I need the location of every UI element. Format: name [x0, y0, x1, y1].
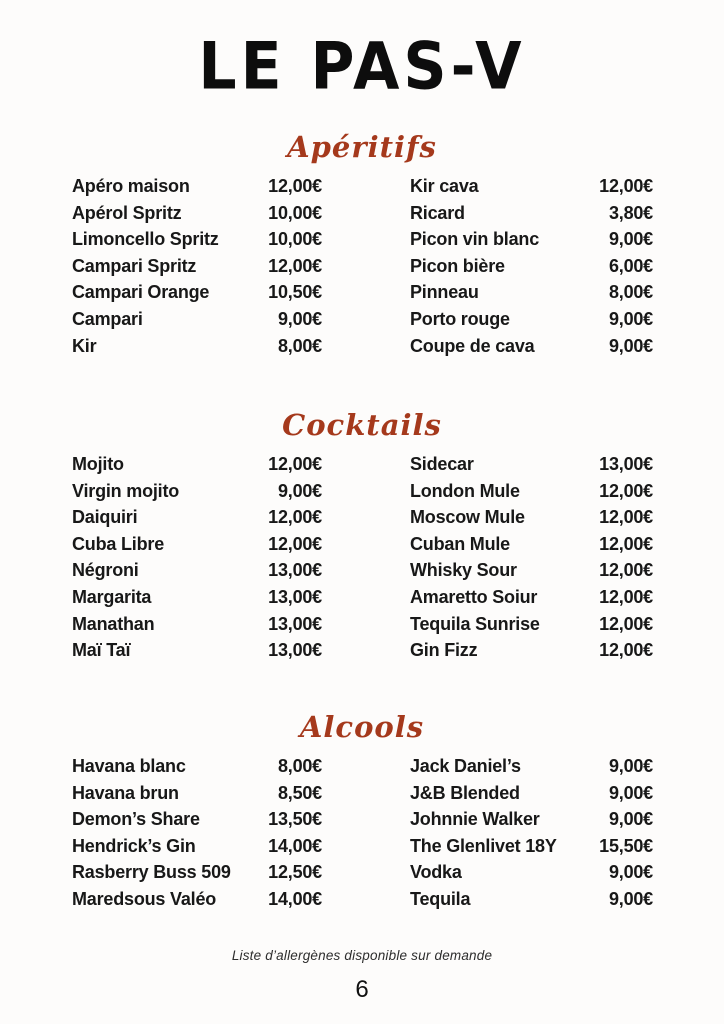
menu-item-price: 13,00€: [268, 613, 322, 634]
menu-item-row: [72, 253, 322, 280]
menu-item-row: [72, 833, 322, 860]
menu-item-price: 9,00€: [608, 782, 653, 803]
menu-item-row: [72, 557, 322, 584]
menu-item-row: [410, 886, 653, 913]
menu-item-price: 12,00€: [599, 176, 653, 196]
aperitifs-right-column: [410, 173, 653, 359]
menu-item-row: [72, 306, 322, 333]
section-header-alcools: Alcools: [299, 710, 425, 744]
menu-item-row: [410, 333, 653, 360]
menu-item-row: [72, 780, 322, 807]
menu-item-price: 9,00€: [277, 308, 322, 329]
menu-item-price: 8,00€: [277, 335, 322, 356]
menu-item-price: 3,80€: [608, 202, 653, 223]
section-header-aperitifs: Apéritifs: [287, 130, 437, 164]
menu-item-name: Maï Taï: [72, 640, 131, 661]
menu-item-price: 15,50€: [599, 835, 653, 856]
menu-item-price: 10,00€: [268, 229, 322, 250]
menu-item-row: [72, 584, 322, 611]
page-number: 6: [355, 976, 369, 1003]
menu-item-price: 12,50€: [268, 862, 322, 883]
menu-item-price: 13,00€: [268, 560, 322, 581]
section-list-cocktails: [72, 451, 653, 664]
menu-item-price: 14,00€: [268, 835, 322, 856]
menu-item-row: [410, 557, 653, 584]
menu-item-row: [72, 333, 322, 360]
menu-item-row: [410, 451, 653, 478]
menu-item-price: 9,00€: [608, 888, 653, 909]
menu-item-price: 9,00€: [608, 229, 653, 250]
menu-item-price: 13,50€: [268, 809, 322, 830]
menu-item-row: [410, 478, 653, 505]
section-header-cocktails: Cocktails: [282, 408, 442, 442]
menu-item-price: 12,00€: [599, 560, 653, 581]
menu-item-price: 12,00€: [599, 480, 653, 501]
menu-item-name: Virgin mojito: [72, 480, 180, 501]
menu-item-name: Cuban Mule: [410, 533, 510, 554]
menu-item-price: 12,00€: [268, 454, 322, 474]
menu-item-price: 14,00€: [268, 888, 322, 909]
menu-item-price: 9,00€: [608, 308, 653, 329]
menu-item-row: [410, 806, 653, 833]
menu-item-price: 8,00€: [608, 282, 653, 303]
menu-item-name: Campari Spritz: [72, 255, 197, 276]
menu-item-row: [410, 226, 653, 253]
menu-item-price: 10,50€: [268, 282, 322, 303]
menu-item-name: Whisky Sour: [410, 560, 517, 581]
menu-item-price: 9,00€: [608, 809, 653, 830]
menu-item-name: Daiquiri: [72, 507, 138, 528]
menu-item-row: [72, 753, 322, 780]
menu-item-price: 13,00€: [599, 454, 653, 474]
menu-item-row: [72, 504, 322, 531]
menu-item-price: 12,00€: [599, 586, 653, 607]
menu-item-name: J&B Blended: [410, 782, 520, 803]
menu-item-row: [410, 306, 653, 333]
menu-item-row: [72, 173, 322, 200]
menu-item-name: Apéro maison: [72, 176, 190, 196]
menu-item-name: Limoncello Spritz: [72, 229, 219, 250]
menu-item-row: [410, 279, 653, 306]
menu-item-row: [410, 253, 653, 280]
menu-item-name: Sidecar: [410, 454, 474, 474]
menu-item-name: Moscow Mule: [410, 507, 525, 528]
menu-item-row: [410, 859, 653, 886]
menu-item-name: Picon vin blanc: [410, 229, 540, 250]
menu-item-name: Négroni: [72, 560, 139, 581]
menu-item-price: 8,50€: [277, 782, 322, 803]
menu-item-price: 12,00€: [268, 176, 322, 196]
menu-item-row: [72, 637, 322, 664]
menu-item-row: [410, 504, 653, 531]
menu-item-name: Tequila Sunrise: [410, 613, 540, 634]
menu-item-name: Porto rouge: [410, 308, 510, 329]
menu-item-row: [72, 611, 322, 638]
menu-item-row: [410, 637, 653, 664]
menu-item-name: Apérol Spritz: [72, 202, 182, 223]
menu-item-price: 9,00€: [277, 480, 322, 501]
menu-item-name: London Mule: [410, 480, 520, 501]
menu-item-name: Cuba Libre: [72, 533, 165, 554]
alcools-right-column: [410, 753, 653, 913]
menu-item-name: Manathan: [72, 613, 155, 634]
menu-item-name: Picon bière: [410, 255, 505, 276]
menu-item-row: [410, 780, 653, 807]
menu-item-price: 9,00€: [608, 335, 653, 356]
menu-item-row: [410, 833, 653, 860]
menu-item-name: Campari: [72, 308, 143, 329]
menu-item-price: 13,00€: [268, 640, 322, 661]
menu-item-price: 12,00€: [268, 533, 322, 554]
menu-item-row: [410, 200, 653, 227]
menu-item-price: 9,00€: [608, 756, 653, 776]
menu-item-name: Tequila: [410, 888, 471, 909]
menu-item-name: Kir: [72, 335, 97, 356]
menu-item-name: Campari Orange: [72, 282, 210, 303]
cocktails-left-column: [72, 451, 322, 664]
menu-item-name: Johnnie Walker: [410, 809, 540, 830]
menu-item-row: [72, 806, 322, 833]
menu-item-row: [410, 584, 653, 611]
aperitifs-left-column: [72, 173, 322, 359]
menu-item-name: Demon’s Share: [72, 809, 200, 830]
menu-item-name: Maredsous Valéo: [72, 888, 217, 909]
menu-item-row: [72, 200, 322, 227]
menu-item-row: [72, 859, 322, 886]
menu-item-price: 9,00€: [608, 862, 653, 883]
menu-item-name: Hendrick’s Gin: [72, 835, 196, 856]
section-list-alcools: [72, 753, 653, 913]
menu-item-row: [410, 753, 653, 780]
allergen-note: Liste d’allergènes disponible sur demande: [231, 948, 493, 963]
menu-item-name: Kir cava: [410, 176, 479, 196]
menu-item-price: 12,00€: [268, 507, 322, 528]
menu-item-price: 6,00€: [608, 255, 653, 276]
menu-item-price: 10,00€: [268, 202, 322, 223]
section-list-aperitifs: [72, 173, 653, 359]
alcools-left-column: [72, 753, 322, 913]
menu-item-name: Vodka: [410, 862, 462, 883]
cocktails-right-column: [410, 451, 653, 664]
menu-item-row: [72, 531, 322, 558]
menu-item-price: 12,00€: [599, 640, 653, 661]
menu-item-name: Gin Fizz: [410, 640, 478, 661]
menu-item-row: [410, 173, 653, 200]
menu-item-price: 12,00€: [268, 255, 322, 276]
menu-item-name: Mojito: [72, 454, 124, 474]
menu-item-price: 8,00€: [277, 756, 322, 776]
menu-item-name: Coupe de cava: [410, 335, 535, 356]
menu-item-row: [72, 886, 322, 913]
menu-item-name: Amaretto Soiur: [410, 586, 538, 607]
menu-item-price: 12,00€: [599, 533, 653, 554]
menu-item-row: [72, 478, 322, 505]
menu-item-row: [410, 531, 653, 558]
menu-item-price: 12,00€: [599, 507, 653, 528]
menu-item-name: Ricard: [410, 202, 465, 223]
menu-item-row: [410, 611, 653, 638]
menu-item-name: Havana brun: [72, 782, 179, 803]
menu-item-row: [72, 451, 322, 478]
menu-item-name: Margarita: [72, 586, 152, 607]
menu-item-name: Havana blanc: [72, 756, 186, 776]
menu-item-price: 13,00€: [268, 586, 322, 607]
menu-item-name: Pinneau: [410, 282, 479, 303]
menu-item-name: Rasberry Buss 509: [72, 862, 231, 883]
page-title: LE PAS-V: [198, 29, 526, 105]
menu-item-row: [72, 279, 322, 306]
menu-item-name: Jack Daniel’s: [410, 756, 521, 776]
menu-item-name: The Glenlivet 18Y: [410, 835, 557, 856]
menu-item-price: 12,00€: [599, 613, 653, 634]
menu-item-row: [72, 226, 322, 253]
